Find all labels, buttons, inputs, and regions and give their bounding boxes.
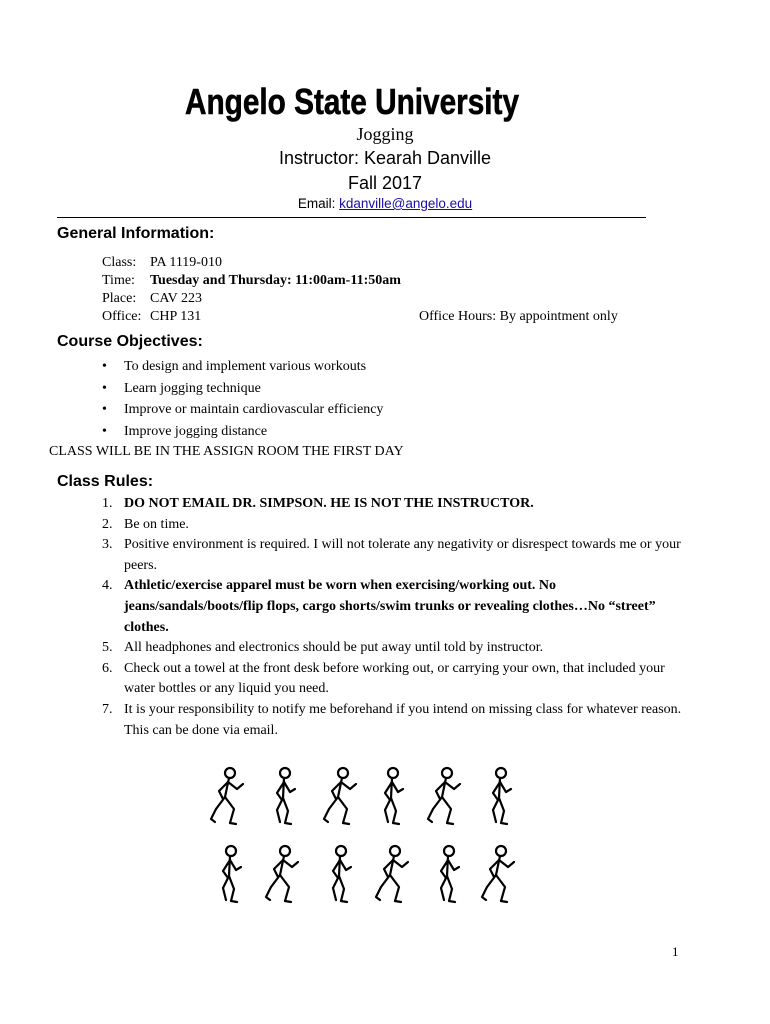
page-number: 1 [672, 944, 679, 959]
university-logo [183, 80, 523, 124]
list-item [102, 700, 682, 741]
list-item [102, 358, 383, 380]
office-hours: Office Hours: By appointment only [419, 309, 618, 324]
rule-number: 3. [102, 537, 113, 553]
course-title: Jogging [356, 124, 414, 144]
time-label: Time: [102, 273, 135, 288]
course-term: Fall 2017 [347, 173, 423, 193]
rule-number: 2. [102, 516, 113, 532]
list-item [102, 638, 682, 659]
email-link[interactable]: kdanville@angelo.edu [339, 196, 473, 211]
rule-number: 7. [102, 701, 113, 717]
first-day-notice: CLASS WILL BE IN THE ASSIGN ROOM THE FIRST DAY [49, 444, 404, 459]
instructor-name: Instructor: Kearah Danville [278, 148, 492, 168]
rule-text: DO NOT EMAIL DR. SIMPSON. HE IS NOT THE INSTRUCTOR. [124, 496, 534, 511]
info-time-row [102, 272, 401, 290]
bullet-icon: • [102, 380, 107, 396]
class-label: Class: [102, 255, 137, 270]
place-label: Place: [102, 291, 137, 306]
objective-text: To design and implement various workouts [124, 359, 367, 374]
rule-text: Athletic/exercise apparel must be worn when exercising/working out. No jeans/sandals/boots/flip flops, cargo shorts/swim trunks or revealing clothes…No “street” clothes. [124, 578, 656, 635]
info-class-row [102, 254, 222, 272]
office-value: CHP 131 [150, 309, 202, 324]
objectives-list [102, 358, 383, 445]
email-label: Email: [297, 196, 336, 211]
list-item [102, 380, 383, 402]
list-item [102, 659, 682, 700]
list-item [102, 401, 383, 423]
bullet-icon: • [102, 359, 107, 374]
place-value: CAV 223 [150, 291, 203, 306]
running-figures-icon [205, 762, 535, 912]
list-item [102, 423, 383, 445]
list-item [102, 576, 682, 638]
list-item [102, 494, 682, 515]
email-line [0, 196, 770, 211]
general-info-heading: General Information: [57, 225, 215, 242]
rule-text: Be on time. [124, 516, 189, 532]
bullet-icon: • [102, 402, 107, 418]
bullet-icon: • [102, 424, 107, 440]
info-place-row [102, 290, 202, 308]
objective-text: Learn jogging technique [124, 380, 261, 396]
rule-number: 4. [102, 578, 113, 594]
office-label: Office: [102, 309, 142, 324]
list-item [102, 515, 682, 536]
time-value: Tuesday and Thursday: 11:00am-11:50am [150, 273, 401, 288]
rule-text: It is your responsibility to notify me beforehand if you intend on missing class for whatever reason. This can be done via email. [124, 701, 682, 738]
course-objectives-heading: Course Objectives: [57, 333, 203, 350]
logo-wordmark: Angelo State University [185, 81, 519, 122]
header-divider [57, 217, 646, 218]
rule-number: 6. [102, 660, 113, 676]
class-value: PA 1119-010 [150, 255, 222, 270]
rule-text: All headphones and electronics should be put away until told by instructor. [124, 640, 544, 656]
rule-text: Check out a towel at the front desk before working out, or carrying your own, that included your water bottles or any liquid you need. [124, 660, 665, 697]
objective-text: Improve or maintain cardiovascular efficiency [124, 402, 384, 418]
info-office-row [102, 308, 201, 326]
rule-number: 5. [102, 640, 113, 656]
list-item [102, 535, 682, 576]
class-rules-heading: Class Rules: [57, 473, 154, 490]
rule-number: 1. [102, 496, 113, 511]
objective-text: Improve jogging distance [124, 424, 268, 440]
rule-text: Positive environment is required. I will not tolerate any negativity or disrespect towards me or your peers. [124, 537, 681, 573]
rules-list [102, 494, 682, 741]
